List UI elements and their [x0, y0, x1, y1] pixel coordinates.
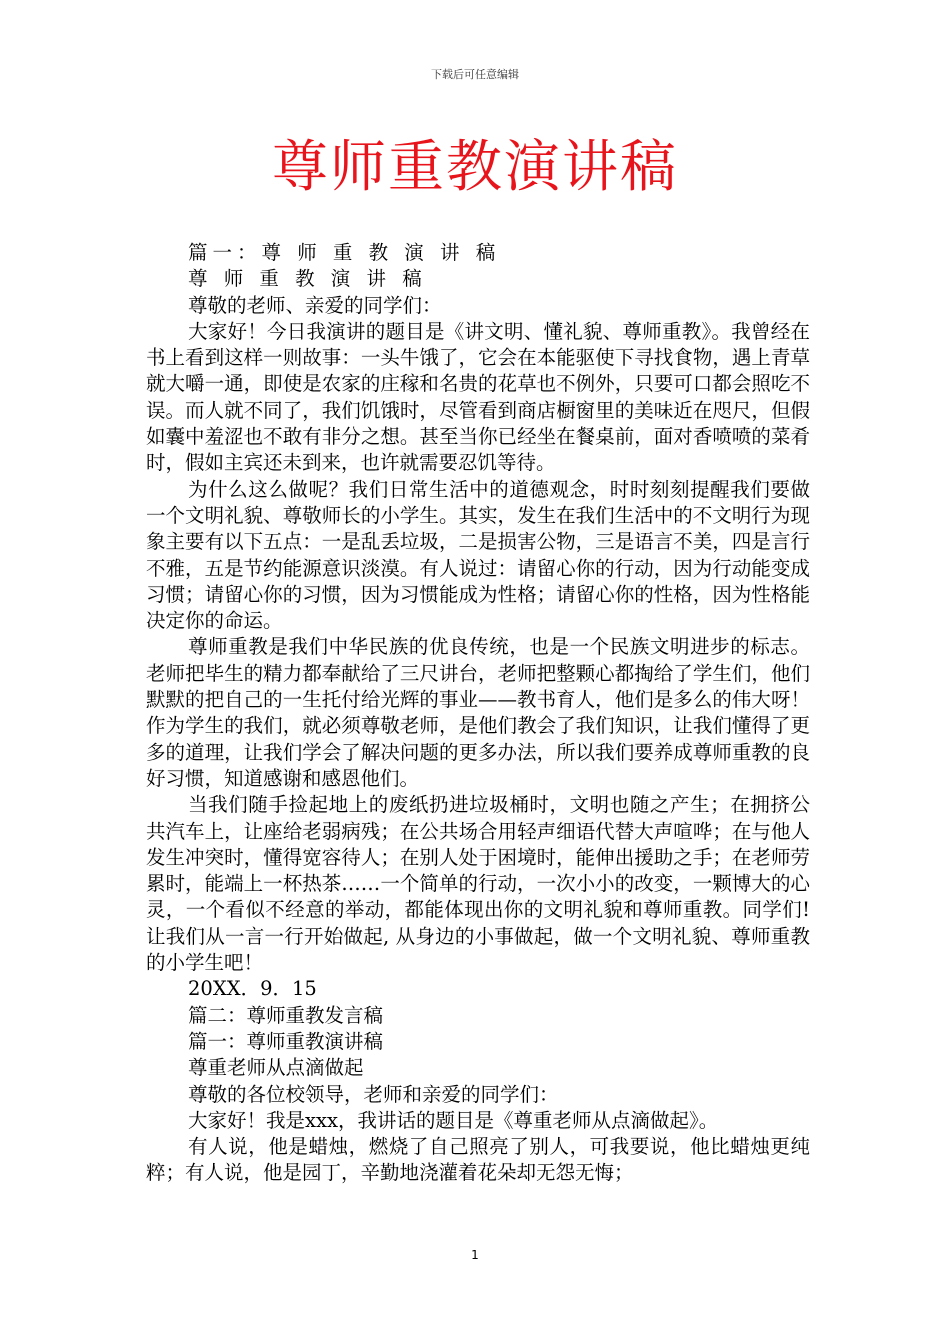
salutation: 尊敬的各位校领导，老师和亲爱的同学们：: [188, 1082, 559, 1106]
document-body: [146, 240, 810, 1187]
date-line: 20XX．9．15: [188, 977, 317, 1001]
body-paragraph: 尊师重教是我们中华民族的优良传统，也是一个民族文明进步的标志。老师把毕生的精力都奉献给了三尺讲台，老师把整颗心都掏给了学生们，他们默默的把自己的一生托付给光辉的事业——教书育人，他们是多么的伟大呀！作为学生的我们，就必须尊敬老师，是他们教会了我们知识，让我们懂得了更多的道理，让我们学会了解决问题的更多办法，所以我们要养成尊师重教的良好习惯，知道感谢和感恩他们。: [146, 635, 810, 790]
document-title: 尊师重教演讲稿: [272, 135, 678, 200]
body-paragraph: 有人说，他是蜡烛，燃烧了自己照亮了别人，可我要说，他比蜡烛更纯粹；有人说，他是园丁，辛勤地浇灌着花朵却无怨无悔；: [146, 1135, 810, 1185]
body-paragraph: 大家好！今日我演讲的题目是《讲文明、懂礼貌、尊师重教》。我曾经在书上看到这样一则故事：一头牛饿了，它会在本能驱使下寻找食物，遇上青草就大嚼一通，即使是农家的庄稼和名贵的花草也不例外，只要可口都会照吃不误。而人就不同了，我们饥饿时，尽管看到商店橱窗里的美味近在咫尺，但假如囊中羞涩也不敢有非分之想。甚至当你已经坐在餐桌前，面对香喷喷的菜肴时，假如主宾还未到来，也许就需要忍饥等待。: [146, 319, 810, 475]
salutation: 尊敬的老师、亲爱的同学们：: [188, 293, 442, 317]
page-number: 1: [471, 1248, 479, 1262]
header-note: 下载后可任意编辑: [431, 68, 519, 81]
body-paragraph: 为什么这么做呢？我们日常生活中的道德观念，时时刻刻提醒我们要做一个文明礼貌、尊敬师长的小学生。其实，发生在我们生活中的不文明行为现象主要有以下五点：一是乱丢垃圾，二是损害公物，三是语言不美，四是言行不雅，五是节约能源意识淡漠。有人说过：请留心你的行动，因为行动能变成习惯；请留心你的习惯，因为习惯能成为性格；请留心你的性格，因为性格能决定你的命运。: [146, 477, 810, 633]
section-heading: 篇二：尊师重教发言稿: [188, 1003, 384, 1027]
section-heading: 篇一：尊 师 重 教 演 讲 稿: [188, 241, 501, 264]
body-paragraph: 大家好！我是xxx，我讲话的题目是《尊重老师从点滴做起》。: [188, 1108, 719, 1132]
body-paragraph: 当我们随手捡起地上的废纸扔进垃圾桶时，文明也随之产生；在拥挤公共汽车上，让座给老弱病残；在公共场合用轻声细语代替大声喧哗；在与他人发生冲突时，懂得宽容待人；在别人处于困境时，能伸出援助之手；在老师劳累时，能端上一杯热茶……一个简单的行动，一次小小的改变，一颗博大的心灵，一个看似不经意的举动，都能体现出你的文明礼貌和尊师重教。同学们!让我们从一言一行开始做起, 从身边的小事做起，做一个文明礼貌、尊师重教的小学生吧！: [146, 793, 810, 975]
section-heading: 篇一：尊师重教演讲稿: [188, 1029, 384, 1053]
speech-title: 尊重老师从点滴做起: [188, 1056, 364, 1080]
speech-title: 尊 师 重 教 演 讲 稿: [188, 267, 427, 291]
